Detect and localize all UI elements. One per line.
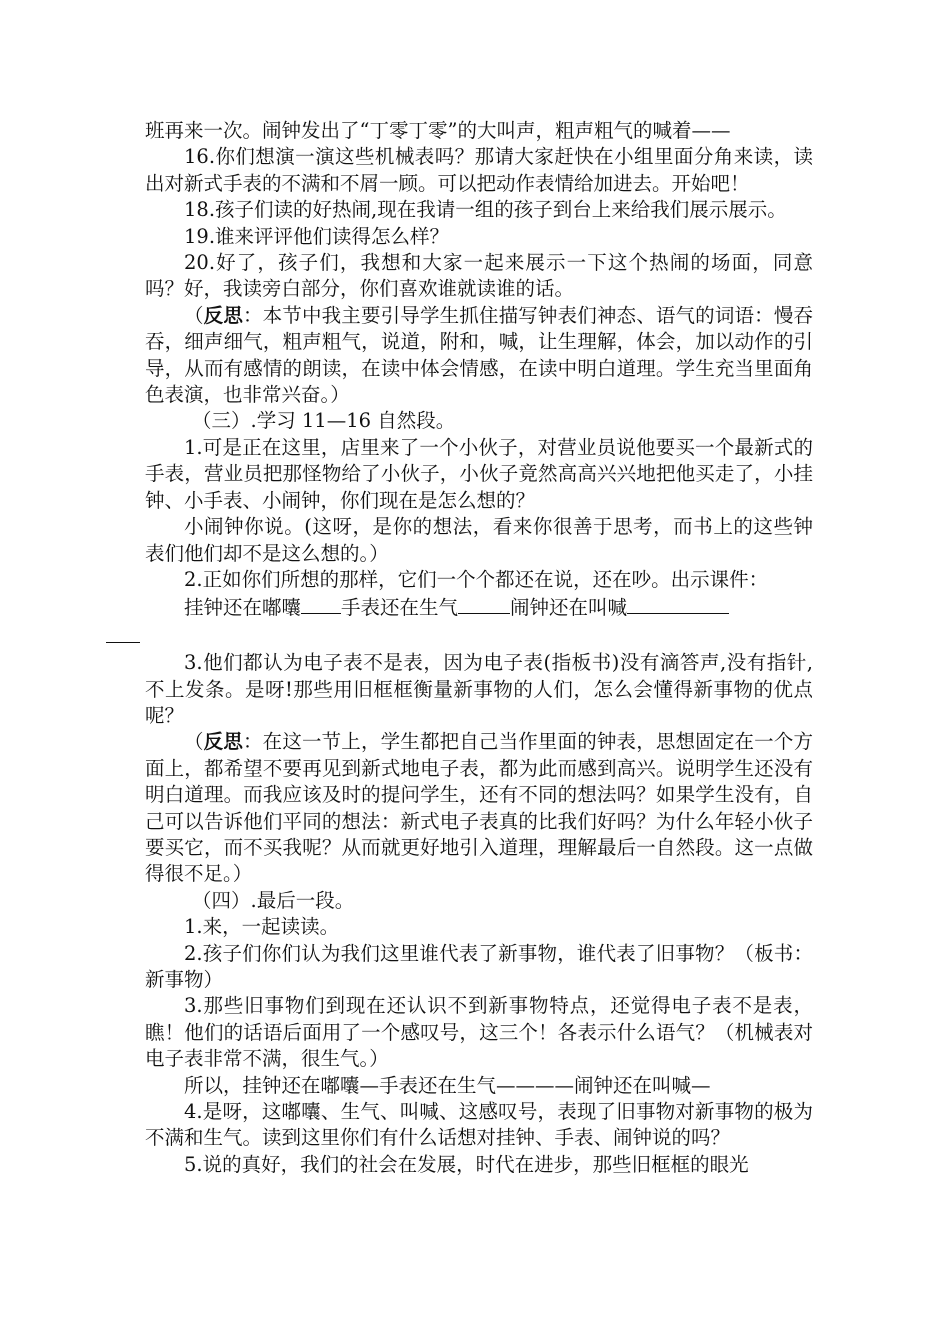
reflection-text: ：在这一节上，学生都把自己当作里面的钟表，思想固定在一个方面上，都希望不要再见到新式地电子表，都为此而感到高兴。说明学生还没有明白道理。而我应该及时的提问学生，还有不同的想法吗？如果学生没有，自己可以告诉他们平同的想法：新式电子表真的比我们好吗？为什么年轻小伙子要买它，而不买我呢？从而就更好地引入道理，理解最后一自然段。这一点做得很不足。）	[145, 730, 813, 886]
paragraph: 4.是呀，这嘟囔、生气、叫喊、这感叹号，表现了旧事物对新事物的极为不满和生气。读到这里你们有什么话想对挂钟、手表、闹钟说的吗？	[145, 1100, 813, 1150]
paragraph: 19.谁来评评他们读得怎么样？	[184, 224, 450, 248]
section-heading: （四）.最后一段。	[192, 888, 355, 912]
paragraph: 3.那些旧事物们到现在还认识不到新事物特点，还觉得电子表不是表，瞧！他们的话语后面用了一个感叹号，这三个！各表示什么语气？（机械表对电子表非常不满，很生气。）	[145, 994, 813, 1071]
paragraph: 所以，挂钟还在嘟囔—手表还在生气————闹钟还在叫喊—	[184, 1073, 711, 1097]
paragraph: 5.说的真好，我们的社会在发展，时代在进步，那些旧框框的眼光	[184, 1152, 749, 1176]
paragraph: 1.可是正在这里，店里来了一个小伙子，对营业员说他要买一个最新式的手表，营业员把那怪物给了小伙子，小伙子竟然高高兴兴地把他买走了，小挂钟、小手表、小闹钟，你们现在是怎么想的？	[145, 435, 813, 512]
blank-prompt-clock: 挂钟还在嘟囔	[184, 596, 302, 620]
reflection-label: 反思	[203, 303, 243, 327]
document-body	[145, 118, 813, 1178]
blank-line	[106, 622, 140, 643]
paragraph: 小闹钟你说。(这呀，是你的想法，看来你很善于思考，而书上的这些钟表们他们却不是这么想的。）	[145, 515, 813, 565]
reflection-paragraph	[145, 303, 813, 409]
blank-prompt-watch: 手表还在生气	[341, 596, 459, 620]
reflection-label: 反思	[203, 730, 243, 754]
blank-line	[458, 593, 510, 614]
paragraph: 2.孩子们你们认为我们这里谁代表了新事物，谁代表了旧事物？（板书：新事物）	[145, 941, 813, 991]
paragraph: 20.好了，孩子们，我想和大家一起来展示一下这个热闹的场面，同意吗？好，我读旁白部分，你们喜欢谁就读谁的话。	[145, 251, 813, 301]
bracket-text: （	[184, 730, 204, 754]
reflection-text: ：本节中我主要引导学生抓住描写钟表们神态、语气的词语：慢吞吞，细声细气，粗声粗气，说道，附和，喊，让生理解，体会，加以动作的引导，从而有感情的朗读，在读中体会情感，在读中明白道理。学生充当里面角色表演，也非常兴奋。）	[145, 303, 813, 407]
bracket-text: （	[184, 303, 204, 327]
blank-line	[301, 593, 341, 614]
paragraph: 3.他们都认为电子表不是表，因为电子表(指板书)没有滴答声,没有指针,不上发条。是呀!那些用旧框框衡量新事物的人们，怎么会懂得新事物的优点呢？	[145, 651, 813, 727]
fill-blank-line	[145, 593, 813, 650]
section-heading: （三）.学习 11—16 自然段。	[192, 409, 456, 433]
paragraph: 1.来，一起读读。	[184, 915, 340, 939]
blank-line	[627, 593, 729, 614]
blank-prompt-alarm: 闹钟还在叫喊	[510, 596, 628, 620]
paragraph: 16.你们想演一演这些机械表吗？那请大家赶快在小组里面分角来读，读出对新式手表的不满和不屑一顾。可以把动作表情给加进去。开始吧！	[145, 145, 813, 195]
paragraph: 18.孩子们读的好热闹,现在我请一组的孩子到台上来给我们展示展示。	[184, 198, 787, 222]
paragraph: 2.正如你们所想的那样，它们一个个都还在说，还在吵。出示课件：	[184, 567, 769, 591]
reflection-paragraph	[145, 729, 813, 887]
paragraph: 班再来一次。闹钟发出了“丁零丁零”的大叫声，粗声粗气的喊着——	[145, 119, 731, 142]
